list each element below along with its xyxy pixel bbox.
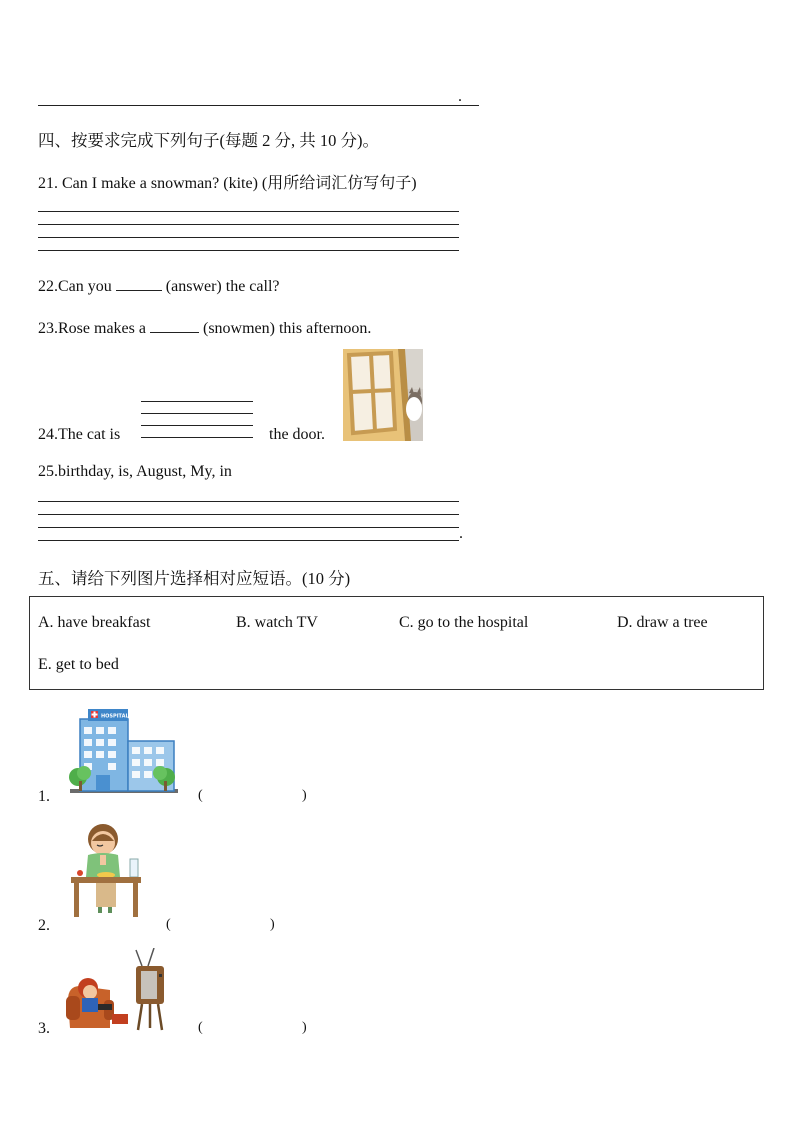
q22-blank[interactable]: [116, 275, 162, 291]
q25-period: .: [459, 525, 463, 542]
q25-text: 25.birthday, is, August, My, in: [38, 463, 232, 480]
q21-prompt: . Can I make a snowman? (kite) (用所给词汇仿写句子): [54, 175, 417, 192]
q25-answer-line-2[interactable]: [38, 514, 459, 515]
answer-line-top[interactable]: [38, 105, 479, 106]
q21-answer-line-4[interactable]: [38, 250, 459, 251]
item-2-paren-close: ): [270, 917, 275, 932]
q24-answer-line-2[interactable]: [141, 413, 253, 414]
choice-b: B. watch TV: [236, 614, 318, 631]
q24-suffix: the door.: [269, 426, 325, 443]
top-period: .: [458, 88, 462, 105]
q24-answer-line-3[interactable]: [141, 425, 253, 426]
choice-e: E. get to bed: [38, 656, 119, 673]
item-3-paren-open: (: [198, 1020, 203, 1035]
q25-answer-line-1[interactable]: [38, 501, 459, 502]
q21-answer-line-1[interactable]: [38, 211, 459, 212]
q24-prefix: 24.The cat is: [38, 426, 121, 443]
item-3-number: 3.: [38, 1020, 50, 1037]
item-3-paren-close: ): [302, 1020, 307, 1035]
door-cat-image: [343, 349, 423, 441]
q25-answer-line-3[interactable]: [38, 527, 459, 528]
q24-answer-line-1[interactable]: [141, 401, 253, 402]
item-1-answer-space[interactable]: [206, 786, 302, 806]
q22-prefix: 22.Can you: [38, 278, 112, 295]
section5-heading: 五、请给下列图片选择相对应短语。(10 分): [38, 569, 351, 588]
q23-blank[interactable]: [150, 317, 199, 333]
item-2-paren-open: (: [166, 917, 171, 932]
q23-prefix: 23.Rose makes a: [38, 320, 146, 337]
q21-answer-line-2[interactable]: [38, 224, 459, 225]
q21-text: [38, 170, 417, 193]
item-1-paren-close: ): [302, 788, 307, 803]
choices-box: [29, 596, 764, 690]
q22-text: [38, 275, 280, 296]
item-2-number: 2.: [38, 917, 50, 934]
breakfast-image: [70, 823, 144, 917]
item-3-answer-space[interactable]: [206, 1018, 302, 1038]
q22-suffix: (answer) the call?: [165, 278, 280, 295]
item-1-number: 1.: [38, 788, 50, 805]
q23-text: [38, 317, 371, 338]
choice-a: A. have breakfast: [38, 614, 151, 631]
choice-d: D. draw a tree: [617, 614, 708, 631]
item-1-paren-open: (: [198, 788, 203, 803]
q24-answer-line-4[interactable]: [141, 437, 253, 438]
hospital-image: [68, 707, 180, 795]
choice-c: C. go to the hospital: [399, 614, 529, 631]
item-2-answer-space[interactable]: [174, 915, 270, 935]
q23-suffix: (snowmen) this afternoon.: [202, 320, 372, 337]
q21-number: 21: [38, 175, 54, 192]
q25-answer-line-4[interactable]: [38, 540, 459, 541]
q21-answer-line-3[interactable]: [38, 237, 459, 238]
section4-heading: 四、按要求完成下列句子(每题 2 分, 共 10 分)。: [38, 131, 379, 150]
watch-tv-image: [64, 948, 168, 1032]
hospital-sign: HOSPITAL: [101, 713, 129, 720]
